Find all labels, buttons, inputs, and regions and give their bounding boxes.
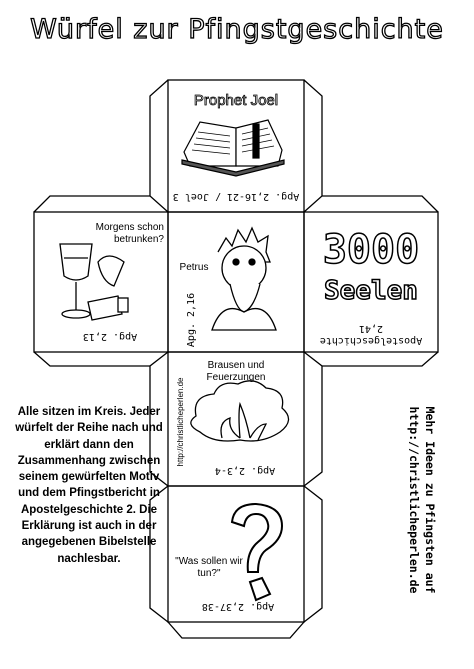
peter-portrait-icon — [212, 228, 276, 330]
face-left-reference: Apg. 2,13 — [82, 331, 138, 342]
tab-bottom-end — [168, 622, 304, 638]
side-note-line1: Mehr Ideen zu Pfingsten auf — [423, 406, 437, 594]
tab-left-bottom — [34, 352, 150, 366]
face-middle-caption: Brausen und Feuerzungen — [206, 360, 266, 383]
face-left-caption: Morgens schon betrunken? — [95, 222, 164, 245]
face-middle-reference: Apg. 2,3-4 — [214, 465, 276, 476]
face-center-name: Petrus — [179, 262, 209, 273]
face-top-heading: Prophet Joel — [193, 92, 279, 109]
tab-right-bottom — [322, 352, 438, 366]
instructions-text: Alle sitzen im Kreis. Jeder würfelt der Reihe nach und erklärt dann den Zusammenhang zwischen seinem gewürfelten Motiv und dem Pfingstbericht in Apostelgeschichte 2. Die Erklärung ist auch in der angegebenen Bibelstelle nachlesbar. — [15, 406, 163, 565]
face-bottom-reference: Apg. 2,37-38 — [201, 601, 275, 612]
face-bottom-quote: "Was sollen wir tun?" — [175, 556, 243, 579]
page-title: Würfel zur Pfingstgeschichte — [30, 14, 444, 45]
face-right-word: Seelen — [324, 276, 418, 306]
face-center-reference: Apg. 2,16 — [186, 292, 197, 348]
tab-right-top — [322, 196, 438, 212]
tab-middle-right — [304, 352, 322, 486]
face-top-reference: Apg. 2,16-21 / Joel 3 — [172, 191, 300, 202]
face-right-number: 3000 — [322, 227, 420, 273]
tab-bottom-right — [304, 486, 322, 622]
question-mark-icon — [232, 504, 282, 600]
side-note-link[interactable]: http://christlicheperlen.de — [407, 406, 421, 594]
tab-top-right — [304, 80, 322, 212]
flame-icon — [191, 381, 289, 441]
side-note — [398, 370, 438, 630]
face-middle-url: http://christlicheperlen.de — [176, 377, 185, 467]
open-book-icon — [182, 120, 284, 176]
wine-glass-and-bottle-icon — [60, 244, 128, 320]
face-right-reference: Apostelgeschichte 2,41 — [319, 323, 423, 346]
tab-top-left — [150, 80, 168, 212]
tab-left-top — [34, 196, 150, 212]
